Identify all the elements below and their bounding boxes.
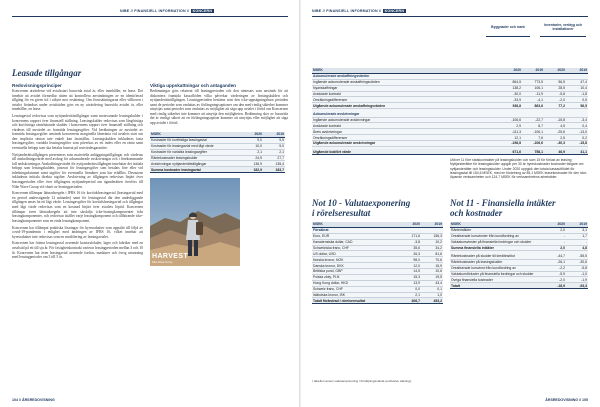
header-cell: MSEK <box>450 222 544 227</box>
group-rule <box>540 36 586 37</box>
row-label: Isländska kronor, ISK <box>312 292 399 298</box>
note-11-title <box>450 198 556 218</box>
cell-value: 43,4 <box>421 280 443 286</box>
cell-value: -2,2 <box>544 265 566 271</box>
lease-cashflow-note: Utöver 11 före statskontrakter på leasingskulder och som 15 för förlust av leasing Nyttjanderätter för leasingskulder uppgår per 30 är hyreskostnader kostnader tidigare om nyttjanderätter och leasingskulder. Under 2020 uppgick den totala kassautflödet för leasingavtal till 154,6 MSEK, med en fördelning av 85,1 MSEK leasekostnader för den icke-löpande verksamheten och 124,7 MSEK för verksamhetens arbetstider. <box>450 158 588 180</box>
cell-value: -30,6 <box>566 259 588 265</box>
row-label: Ränteintäkter <box>450 227 544 233</box>
row-label: Avskrivningar nyttjanderättstillgångar <box>150 161 241 167</box>
table-total-row <box>312 149 588 154</box>
cell-value: 758,1 <box>522 149 544 154</box>
cell-value: 19,5 <box>421 274 443 280</box>
cell-value: 2,1 <box>241 149 263 155</box>
cell-value: 3,1 <box>566 227 588 233</box>
group-header-equipment: Inventarier, verktyg och installationer <box>543 23 583 31</box>
cell-value: 2,9 <box>500 123 522 129</box>
table-total-row <box>450 283 588 289</box>
header-cell: 2020 <box>544 222 566 227</box>
note-11-table <box>450 222 588 289</box>
cell-value: 864,5 <box>500 79 522 85</box>
header-cell: 2019 <box>566 68 588 73</box>
cell-value: 10,6 <box>421 269 443 275</box>
runhead-separator: // <box>129 9 135 13</box>
cell-value: 98,0 <box>399 257 421 263</box>
paragraph: Koncernen tillämpar lättnadsregeln i IFRS 16 för korttidsleasingavtal (leasingavtal med en period understigande 12 månader) samt för leasingavtal där den underliggande tillgången anses ha ett lågt värde. Leasingavgifter för korttidsleasingavtal och tillgångar med lågt värde redovisas som en kostnad linjärt över avtalets löptid. Koncernen tillämpar även lättnadsregeln att inte särskilja icke-leasingkomponenter från leasingkomponenter, och redovisar istället varje leasingkomponent och tillhörande icke-leasingkomponenter som en enda leasingkomponent. <box>12 191 143 223</box>
cell-value: 1,0 <box>421 292 443 298</box>
cell-value: 183,7 <box>263 167 285 173</box>
row-label: Euro, EUR <box>312 233 399 239</box>
cell-value: 1,7 <box>566 233 588 239</box>
row-label: Räntekostnader leasingskulder <box>150 155 241 161</box>
cell-value: 35,6 <box>399 245 421 251</box>
header-cell: 2019 <box>263 132 285 137</box>
cell-value: 9,0 <box>241 137 263 143</box>
row-label: Räntekostnader på skulder till kreditinstitut <box>450 254 544 259</box>
cell-value: -2,0 <box>544 97 566 103</box>
note-10-title <box>312 198 410 218</box>
cell-value: 156,3 <box>421 233 443 239</box>
cell-value: 12,1 <box>500 135 522 141</box>
runhead-tag: KONCERN <box>384 9 405 13</box>
cell-value: -5,8 <box>566 265 588 271</box>
row-label: Utgående ackumulerade avskrivningar <box>312 141 500 147</box>
cell-value: 7,6 <box>522 135 544 141</box>
cell-value: -26,1 <box>544 259 566 265</box>
header-cell: 2020 <box>544 68 566 73</box>
row-label: Försäkrat <box>312 227 399 233</box>
row-label: Utgående ackumulerade anskaffningsvärden <box>312 103 500 109</box>
row-label: Valutakursförluster på finansiella fordringar och skulder <box>450 271 544 277</box>
right-header-rule <box>312 16 588 17</box>
header-cell: MSEK <box>312 68 500 73</box>
row-label: Schweiziska franc, CHF <box>312 245 399 251</box>
cell-value: 13,9 <box>399 280 421 286</box>
cell-value: -15,8 <box>544 117 566 123</box>
header-cell: MSEK <box>312 222 399 227</box>
right-page-footer: ÅRSREDOVISNING // 105 <box>545 398 588 402</box>
runhead-section: FINANSIELL INFORMATION <box>134 9 186 13</box>
cell-value: 70,6 <box>421 257 443 263</box>
cell-value: -106,6 <box>500 117 522 123</box>
left-page-footer: 104 // ÅRSREDOVISNING <box>12 398 55 402</box>
row-label: Avslutade kontrakt <box>312 91 500 97</box>
note-10-table <box>312 222 443 304</box>
table-total-row <box>312 298 443 304</box>
row-label: Övriga finansiella kostnader <box>450 277 544 283</box>
note-10-title-line1: Not 10 - Valutaexponering <box>312 198 411 208</box>
cell-value: 2,1 <box>399 292 421 298</box>
paragraph: Leasingavtal redovisas som nyttjanderättstillgångar samt motsvarande leasingskulder i koncernens rapport över finansiell ställning. Leasingskulder redovisas som långfristiga och kortfristiga räntebärande skulder i koncernens rapport över finansiell ställning och värderas till nuvärdet av framtida leasingavgifter. Vid beräkningen av nuvärdet av framtida leasingavgifter används koncernens marginella låneränta vid avtalets start om den implicita räntan inte enkelt kan fastställas. Leasingskulden inkluderas fasta leasingavgifter, variabla leasingavgifter som påverkas av ett index eller en ränta samt eventuella belopp som ska betalas baserat på restvärdesgarantier. <box>12 114 143 150</box>
cell-value: 0,2 <box>566 135 588 141</box>
cell-value: 138,2 <box>500 85 522 91</box>
cell-value: -4,1 <box>522 97 544 103</box>
row-label: Kanadensiska dollar, CAD <box>312 239 399 245</box>
cell-value: -3,8 <box>399 239 421 245</box>
cell-value: 136,9 <box>241 161 263 167</box>
cell-value: -5,9 <box>544 271 566 277</box>
cell-value: - <box>566 239 588 245</box>
row-label: Kostnader för kortfristiga leasingavtal <box>150 137 241 143</box>
cell-value: 12,0 <box>399 263 421 269</box>
cell-value: -44,7 <box>544 254 566 259</box>
cell-value: -2,0 <box>544 277 566 283</box>
header-cell: 2019 <box>566 222 588 227</box>
cell-value: -198,8 <box>500 141 522 147</box>
right-of-use-assets-table <box>312 68 588 155</box>
group-rule <box>486 36 530 37</box>
header-cell: 2019 <box>522 68 544 73</box>
runhead-separator-2: // <box>185 9 191 13</box>
estimates-text <box>150 89 288 125</box>
cell-value: 4,5 <box>544 123 566 129</box>
cell-value: -93,3 <box>566 283 588 289</box>
row-label: US dollar, USD <box>312 251 399 257</box>
row-label: Nyanskaffningar <box>312 85 500 91</box>
column-estimates <box>150 83 288 128</box>
row-label: Ackumulerade avskrivningar <box>312 112 500 117</box>
column-accounting-principles <box>12 83 143 262</box>
photo-caption: HARVEST <box>152 253 189 260</box>
header-cell: 2020 <box>500 68 522 73</box>
cell-value: 2,1 <box>263 149 285 155</box>
cell-value: 77,2 <box>544 103 566 109</box>
cell-value: 24,9 <box>241 155 263 161</box>
paragraph: Bedömningar görs relaterat till leasingperioden och den räntesats som används för att diskontera framtida kassaflöden vilka påverkar värderingen av leasingskulden och nyttjanderättstillgången. Leasingperioden bestäms som den icke-uppsägningsbara perioden samt de perioder som omfattas av förlängningsoptioner om den med rimlig säkerhet kommer utnyttjas samt perioder som omfattas av möjlighet att säga upp avtalet i förtid om Koncernen med rimlig säkerhet inte kommer att utnyttja den möjligheten. Bedömning sker av huruvida det är rimligt säkert att en förlängningsoption kommer att utnyttjas eller möjlighet att säga upp avtalet i förtid. <box>150 89 288 125</box>
cell-value: 26,3 <box>399 251 421 257</box>
cell-value: - <box>544 233 566 239</box>
cell-value: 14,5 <box>399 269 421 275</box>
cell-value: 46,9 <box>544 149 566 154</box>
note-10-title-line2: i rörelseresultat <box>312 208 371 218</box>
cell-value: -11,9 <box>522 91 544 97</box>
cell-value: 182,9 <box>241 167 263 173</box>
cell-value: -106,1 <box>522 129 544 135</box>
cell-value: 2,0 <box>544 227 566 233</box>
cell-value: 938,8 <box>500 103 522 109</box>
cell-value: -30,3 <box>544 141 566 147</box>
cell-value: -13,0 <box>566 129 588 135</box>
header-cell: 2020 <box>241 132 263 137</box>
cell-value: -1,8 <box>566 91 588 97</box>
runhead-separator: // <box>321 9 327 13</box>
right-running-header <box>312 9 406 13</box>
row-label: Hong Kong dollar, HKD <box>312 280 399 286</box>
cell-value: -15,8 <box>566 141 588 147</box>
row-label: Totalt <box>450 283 544 289</box>
cell-value: 28,5 <box>544 85 566 91</box>
cell-value: 2,5 <box>544 135 566 141</box>
row-label: Kostnader för variabla leasingavgifter <box>150 149 241 155</box>
table-total-row <box>150 167 285 173</box>
cell-value: 863,6 <box>522 103 544 109</box>
heading-accounting-principles: Redovisningsprinciper <box>12 83 62 88</box>
cell-value: 47,4 <box>566 79 588 85</box>
paragraph: Nyttjanderättstillgången presenteras som materiella anläggningstillgångar och värderas till anskaffningsvärde med avdrag för ackumulerade avskrivningar och i förekommande fall nedskrivningar. Anskaffningsvärdet för nyttjanderättstillgången innefattar det initiala belopp som leasingskulden, justerat för leasingavgifter som betalats före eller vid inledningsdatumet samt utgifter för eventuella förmåner som har erhållits. Dessutom inkluderas initiala direkta utgifter. Avskrivning av tillgången redovisas linjärt över leasingperioden eller över tillgångens nyttjandeperiod om äganderätten överförs till Nibe Wave Group vid slutet av leasingperioden. <box>12 152 144 189</box>
row-label: Valutakursvinster på finansiella fordringar och skulder <box>450 239 544 245</box>
cell-value: -5,8 <box>544 91 566 97</box>
paragraph: Koncernen utvärderar vid avtalsstart huruvida avtal är, eller innehåller, en lease. Det innebär att avtalet förmedlar rätten att kontrollera användningen av en identifierad tillgång för en given tid i utbyte mot ersättning. Om förutsättningarna eller villkoren i avtalet förändras under avtalstiden görs en ny utvärdering huruvida avtalet är, eller innehåller, en lease. <box>12 89 143 112</box>
photo-subcaption: Nibe Wave Group <box>152 261 173 264</box>
cell-value: 135,4 <box>263 161 285 167</box>
cell-value: -33,9 <box>500 97 522 103</box>
cell-value: 0,4 <box>566 123 588 129</box>
row-label: Brittiska pund, GBP <box>312 269 399 275</box>
paragraph: Koncernen har främst leasingavtal avseende kontorslokaler, lager och fabriker med en avtalstid på ett till sju år. För fastighetskontrakt varierar leasingperioden mellan 3 och 10 år. Koncernen har även leasingavtal avseende fordon, maskiner och övrig utrustning med leasingperioder om 3 till 5 år. <box>12 241 143 260</box>
right-page <box>300 0 600 407</box>
cell-value: 106,1 <box>522 85 544 91</box>
cell-value: -111,3 <box>500 129 522 135</box>
harvest-photo <box>150 178 240 266</box>
cell-value: 27,7 <box>263 155 285 161</box>
cell-value: 9,0 <box>263 143 285 149</box>
row-label: Utgående bokfört värde <box>312 149 500 154</box>
row-label: Ackumulerade anskaffningsvärden <box>312 73 500 79</box>
runhead-brand: NIBE <box>312 9 322 13</box>
cell-value: -106,6 <box>522 141 544 147</box>
cell-value: 56,5 <box>566 103 588 109</box>
row-label: Polska zloty, PLN <box>312 274 399 280</box>
cell-value: -55,5 <box>566 254 588 259</box>
row-label: Schweiz franc, CHF <box>312 286 399 292</box>
row-label: Summa finansiella intäkter <box>450 245 544 251</box>
accounting-principles-text <box>12 89 143 260</box>
row-label: Omräkningsdifferenser <box>312 135 500 141</box>
cell-value: 10,0 <box>241 143 263 149</box>
cell-value: -1,9 <box>566 277 588 283</box>
cell-value: 671,6 <box>500 149 522 154</box>
row-label: Omräkningsdifferenser <box>312 97 500 103</box>
cell-value: 8,7 <box>522 123 544 129</box>
group-header-buildings: Byggnader och mark <box>491 25 525 29</box>
section-title: Leasade tillgångar <box>12 68 82 78</box>
cell-value: 0,0 <box>399 286 421 292</box>
left-running-header <box>120 9 214 13</box>
row-label: Årets avskrivningar <box>312 129 500 135</box>
cell-value: 406,7 <box>399 298 421 304</box>
row-label: Räntekostnader på leasingskulder <box>450 259 544 265</box>
note-10-footnote: I tabellen anses valutaexponering i försäljningsvaluta (exklusive säkring). <box>312 379 412 383</box>
row-label: Summa kostnader leasingavtal <box>150 167 241 173</box>
cell-value: 10,2 <box>421 239 443 245</box>
note-11-title-line2: och kostnader <box>450 208 503 218</box>
cell-value: 0,5 <box>566 97 588 103</box>
cell-value: 15,9 <box>421 263 443 269</box>
paragraph: Koncernen har tillämpat praktiska lösningar för hyresrabatter som uppstått till följd av covid-19-pandemin i enlighet med ändringen av IFRS 16, vilket innebär att hyresrabatter inte redovisas som en modifiering av leasingavtalet. <box>12 225 143 239</box>
cell-value: 10,4 <box>566 85 588 91</box>
row-label: Norska kronor, NOK <box>312 257 399 263</box>
cell-value: -3,4 <box>566 117 588 123</box>
lease-costs-table <box>150 132 285 173</box>
header-cell: 2019 <box>421 222 443 227</box>
row-label: Ingående ackumulerade avskrivningar <box>312 117 500 123</box>
heading-estimates: Viktiga uppskattningar och antaganden <box>150 83 236 88</box>
cell-value: -1,0 <box>566 271 588 277</box>
cell-value: 171,6 <box>399 233 421 239</box>
row-label: Avslutade kontrakt <box>312 123 500 129</box>
runhead-brand: NIBE <box>120 9 130 13</box>
runhead-separator-2: // <box>377 9 383 13</box>
cell-value: 0,1 <box>421 286 443 292</box>
cell-value: -25,6 <box>544 129 566 135</box>
left-header-rule <box>12 16 288 17</box>
row-label: Totalt förändrad i rörelseresultat <box>312 298 399 304</box>
runhead-tag: KONCERN <box>192 9 213 13</box>
cell-value: -30,0 <box>500 91 522 97</box>
note-11-title-line1: Not 11 - Finansiella intäkter <box>450 198 556 208</box>
cell-value: 773,5 <box>522 79 544 85</box>
cell-value: -18,9 <box>544 283 566 289</box>
cell-value: 9,5 <box>263 137 285 143</box>
cell-value: 41,1 <box>566 149 588 154</box>
header-cell: MSEK <box>150 132 241 137</box>
row-label: Ingående ackumulerade anskaffningsvärden <box>312 79 500 85</box>
row-label: Orealiserade kursvinst från kundfordring av <box>450 265 544 271</box>
row-label: Danska kronor, DKK <box>312 263 399 269</box>
cell-value: 453,2 <box>421 298 443 304</box>
header-cell: 2020 <box>399 222 421 227</box>
cell-value: 2,0 <box>544 245 566 251</box>
row-label: Orealiserade kursvinster från kundfordring av <box>450 233 544 239</box>
asset-group-headers <box>312 20 588 50</box>
cell-value: 15,3 <box>399 274 421 280</box>
cell-value: 34,2 <box>421 245 443 251</box>
cell-value: - <box>544 239 566 245</box>
cell-value: 81,6 <box>421 251 443 257</box>
cell-value: 56,5 <box>544 79 566 85</box>
cell-value: 4,8 <box>566 245 588 251</box>
cell-value: -22,7 <box>522 117 544 123</box>
runhead-section: FINANSIELL INFORMATION <box>326 9 378 13</box>
row-label: Kostnader för leasingavtal med lågt värde <box>150 143 241 149</box>
